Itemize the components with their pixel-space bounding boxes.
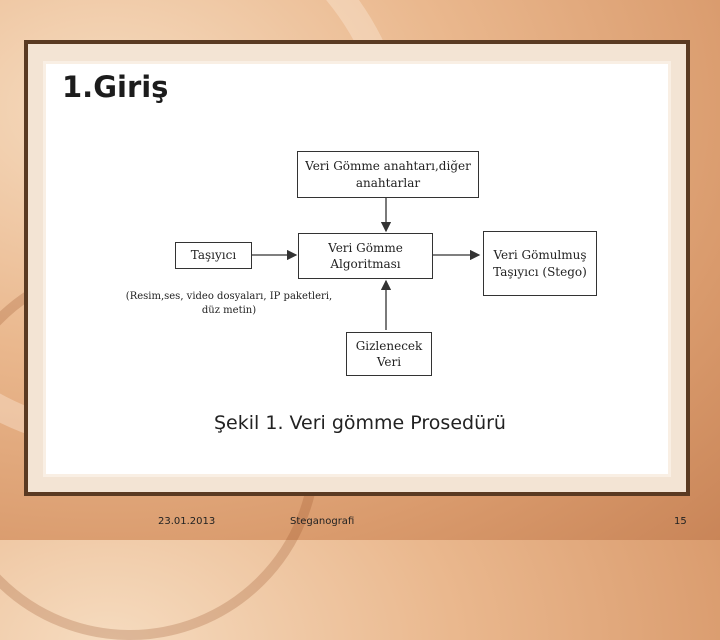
stego-carrier-line2: Taşıyıcı (Stego) bbox=[493, 264, 587, 279]
embedding-algorithm-line2: Algoritması bbox=[330, 257, 401, 271]
embedding-key-line2: anahtarlar bbox=[355, 175, 421, 190]
footer-date: 23.01.2013 bbox=[158, 516, 216, 527]
carrier-examples-line2: düz metin) bbox=[201, 305, 257, 316]
carrier-examples-line1: (Resim,ses, video dosyaları, IP paketleri, bbox=[125, 291, 333, 302]
footer-subject: Steganografi bbox=[290, 516, 355, 527]
hidden-data-line2: Veri bbox=[376, 355, 402, 369]
embedding-algorithm-box bbox=[298, 233, 433, 279]
embedding-key-box bbox=[297, 151, 479, 198]
carrier-box bbox=[175, 242, 252, 269]
carrier-examples-note bbox=[124, 290, 334, 318]
stego-carrier-box bbox=[483, 231, 597, 296]
stego-carrier-line1: Veri Gömulmuş bbox=[493, 248, 587, 263]
embedding-key-line1: Veri Gömme anahtarı,diğer bbox=[305, 159, 471, 174]
slide-title: 1.Giriş bbox=[62, 70, 169, 104]
carrier-label: Taşıyıcı bbox=[190, 248, 237, 263]
hidden-data-box bbox=[346, 332, 432, 376]
hidden-data-line1: Gizlenecek bbox=[355, 338, 423, 353]
footer-page-number: 15 bbox=[674, 516, 687, 527]
data-embedding-diagram bbox=[122, 145, 598, 382]
figure-caption: Şekil 1. Veri gömme Prosedürü bbox=[214, 412, 506, 434]
embedding-algorithm-line1: Veri Gömme bbox=[328, 240, 403, 255]
